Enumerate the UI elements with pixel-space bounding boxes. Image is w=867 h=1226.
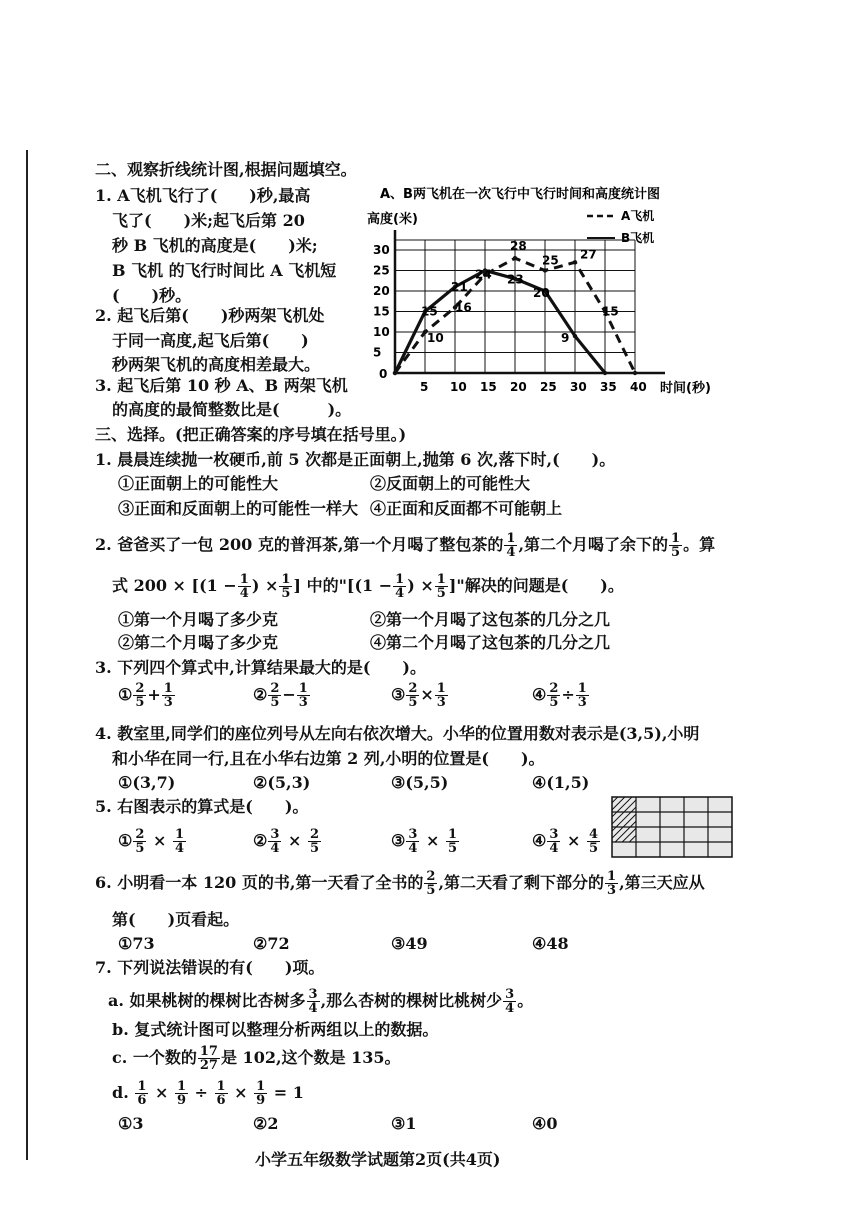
x-tick-label: 30 bbox=[570, 380, 587, 394]
q3-5-opt4: ④ $\frac{3}{4}$ × $\frac{4}{5}$ bbox=[532, 827, 598, 856]
q3-6-line2: 第( )页看起。 bbox=[112, 910, 240, 929]
q3-5-opt3: ③ $\frac{3}{4}$ × $\frac{1}{5}$ bbox=[391, 827, 457, 856]
x-tick-label: 15 bbox=[480, 380, 497, 394]
binding-line bbox=[26, 150, 28, 1160]
x-tick-label: 40 bbox=[630, 380, 647, 394]
q3-2-stem-a: 2. 爸爸买了一包 200 克的普洱茶,第一个月喝了整包茶的 bbox=[95, 535, 504, 554]
legend-a-label: A飞机 bbox=[621, 209, 655, 223]
point-value-label: 10 bbox=[427, 331, 444, 345]
point-value-label: 27 bbox=[580, 247, 597, 262]
point-value-label: 25 bbox=[542, 253, 559, 268]
q3-2-opt1: ①第一个月喝了多少克 bbox=[118, 610, 279, 629]
page-footer: 小学五年级数学试题第2页(共4页) bbox=[255, 1150, 501, 1169]
q3-1-opt3: ③正面和反面朝上的可能性一样大 bbox=[118, 499, 359, 518]
q3-1-opt2: ②反面朝上的可能性大 bbox=[370, 474, 531, 493]
section2-title: 二、观察折线统计图,根据问题填空。 bbox=[95, 160, 357, 179]
q3-4-opt3: ③(5,5) bbox=[391, 773, 449, 792]
q3-4-stem2: 和小华在同一行,且在小华右边第 2 列,小明的位置是( )。 bbox=[112, 749, 545, 768]
q3-2-opt2: ②第一个月喝了这包茶的几分之几 bbox=[370, 610, 611, 629]
x-tick-label: 35 bbox=[600, 380, 617, 394]
frac-1-4: $\frac{1}{4}$ bbox=[506, 531, 516, 560]
y-tick-label: 20 bbox=[373, 284, 390, 298]
q3-3-stem: 3. 下列四个算式中,计算结果最大的是( )。 bbox=[95, 658, 426, 677]
y-tick-label: 15 bbox=[373, 304, 390, 319]
line-chart bbox=[365, 180, 735, 405]
point-value-label: 23 bbox=[507, 272, 524, 287]
data-point bbox=[543, 268, 547, 272]
q3-7-opt1: ①3 bbox=[118, 1114, 144, 1133]
q3-6-opt2: ②72 bbox=[253, 934, 290, 953]
q3-7-a: a. 如果桃树的棵树比杏树多 $\frac{3}{4}$ ,那么杏树的棵树比桃树少 $\frac{3}{4}$ 。 bbox=[108, 987, 534, 1016]
q3-2-formula: 式 200 × [(1 − $\frac{1}{4}$ ) × $\frac{1}{5}$ ] 中的"[(1 − $\frac{1}{4}$ ) × $\frac{1}{5}$ ]"解决的问题是( )。 bbox=[112, 572, 624, 601]
q3-6-opt3: ③49 bbox=[391, 934, 428, 953]
q2-2-line2: 于同一高度,起飞后第( ) bbox=[112, 331, 309, 350]
point-value-label: 9 bbox=[561, 331, 570, 346]
x-tick-label: 25 bbox=[540, 380, 557, 394]
series-b-line bbox=[395, 271, 605, 374]
q3-2-stem-b: ,第二个月喝了余下的 bbox=[518, 535, 669, 554]
q3-3-opt4: ④ $\frac{2}{5}$ ÷ $\frac{1}{3}$ bbox=[532, 681, 587, 710]
x-tick-label: 20 bbox=[510, 380, 527, 394]
q3-6-stem: 6. 小明看一本 120 页的书,第一天看了全书的 $\frac{2}{5}$ ,第二天看了剩下部分的 $\frac{1}{3}$ ,第三天应从 bbox=[95, 869, 705, 898]
point-value-label: 20 bbox=[533, 286, 550, 300]
q3-4-stem1: 4. 教室里,同学们的座位列号从左向右依次增大。小华的位置用数对表示是(3,5),小明 bbox=[95, 724, 700, 743]
q3-3-opt2: ② $\frac{2}{5}$ − $\frac{1}{3}$ bbox=[253, 681, 308, 710]
q3-6-opt1: ①73 bbox=[118, 934, 155, 953]
q3-7-opt2: ②2 bbox=[253, 1114, 279, 1133]
x-tick-label: 10 bbox=[450, 380, 467, 394]
q3-5-stem: 5. 右图表示的算式是( )。 bbox=[95, 797, 309, 816]
q2-1-line2: 飞了( )米;起飞后第 20 bbox=[112, 211, 305, 230]
q3-5-opt1: ① $\frac{2}{5}$ × $\frac{1}{4}$ bbox=[118, 827, 184, 856]
y-tick-label: 30 bbox=[373, 243, 390, 257]
q3-3-opt1: ① $\frac{2}{5}$ + $\frac{1}{3}$ bbox=[118, 681, 173, 710]
point-value-label: 24 bbox=[475, 267, 492, 282]
q3-2-stem bbox=[95, 532, 715, 559]
point-value-label: 15 bbox=[421, 304, 438, 319]
q3-5-opt2: ② $\frac{3}{4}$ × $\frac{2}{5}$ bbox=[253, 827, 319, 856]
q3-7-d: d. $\frac{1}{6}$ × $\frac{1}{9}$ ÷ $\frac{1}{6}$ × $\frac{1}{9}$ = 1 bbox=[112, 1079, 304, 1108]
q2-1-line5: ( )秒。 bbox=[112, 286, 192, 305]
data-point bbox=[603, 371, 607, 375]
point-value-label: 16 bbox=[455, 300, 472, 315]
y-tick-label: 25 bbox=[373, 263, 390, 278]
chart-title: A、B两飞机在一次飞行中飞行时间和高度统计图 bbox=[380, 187, 660, 202]
q2-3-line2: 的高度的最简整数比是( )。 bbox=[112, 400, 352, 419]
data-point bbox=[573, 334, 577, 338]
data-point bbox=[393, 371, 397, 375]
q3-2-stem-c: 。算 bbox=[683, 535, 716, 554]
x-tick-label: 0 bbox=[379, 367, 388, 381]
fraction-grid-figure bbox=[611, 796, 733, 860]
q3-4-opt2: ②(5,3) bbox=[253, 773, 311, 792]
section3-title: 三、选择。(把正确答案的序号填在括号里。) bbox=[95, 425, 407, 444]
y-tick-label: 5 bbox=[373, 345, 382, 360]
q3-1-stem: 1. 晨晨连续抛一枚硬币,前 5 次都是正面朝上,抛第 6 次,落下时,( )。 bbox=[95, 450, 616, 469]
point-value-label: 15 bbox=[602, 304, 619, 319]
q3-2-opt4: ④第二个月喝了这包茶的几分之几 bbox=[370, 633, 611, 652]
data-point bbox=[513, 256, 517, 260]
q3-4-opt1: ①(3,7) bbox=[118, 773, 176, 792]
q3-7-opt4: ④0 bbox=[532, 1114, 558, 1133]
legend bbox=[587, 208, 654, 245]
data-point bbox=[573, 260, 577, 264]
q3-7-b: b. 复式统计图可以整理分析两组以上的数据。 bbox=[112, 1020, 439, 1039]
q2-2-line1: 2. 起飞后第( )秒两架飞机处 bbox=[95, 306, 325, 325]
point-value-label: 28 bbox=[510, 239, 527, 254]
q3-2-opt3: ②第二个月喝了多少克 bbox=[118, 633, 279, 652]
q2-1-line1: 1. A飞机飞行了( )秒,最高 bbox=[95, 186, 311, 205]
q2-2-line3: 秒两架飞机的高度相差最大。 bbox=[112, 355, 321, 374]
q3-4-opt4: ④(1,5) bbox=[532, 773, 590, 792]
data-point bbox=[633, 371, 637, 375]
q2-3-line1: 3. 起飞后第 10 秒 A、B 两架飞机 bbox=[95, 376, 348, 395]
q3-1-opt1: ①正面朝上的可能性大 bbox=[118, 474, 279, 493]
y-axis-label: 高度(米) bbox=[367, 212, 418, 227]
q3-1-opt4: ④正面和反面都不可能朝上 bbox=[370, 499, 563, 518]
q3-3-opt3: ③ $\frac{2}{5}$ × $\frac{1}{3}$ bbox=[391, 681, 446, 710]
q3-6-opt4: ④48 bbox=[532, 934, 569, 953]
q3-7-c: c. 一个数的 $\frac{17}{27}$ 是 102,这个数是 135。 bbox=[112, 1044, 401, 1073]
q3-7-stem: 7. 下列说法错误的有( )项。 bbox=[95, 958, 325, 977]
q2-1-line4: B 飞机 的飞行时间比 A 飞机短 bbox=[112, 261, 337, 280]
frac-1-5: $\frac{1}{5}$ bbox=[671, 531, 681, 560]
x-tick-label: 5 bbox=[420, 380, 429, 394]
q2-1-line3: 秒 B 飞机的高度是( )米; bbox=[112, 236, 318, 255]
legend-b-label: B飞机 bbox=[621, 231, 655, 245]
q3-7-opt3: ③1 bbox=[391, 1114, 417, 1133]
x-axis-label: 时间(秒) bbox=[660, 381, 711, 396]
point-value-label: 21 bbox=[451, 279, 468, 294]
y-tick-label: 10 bbox=[373, 325, 390, 339]
